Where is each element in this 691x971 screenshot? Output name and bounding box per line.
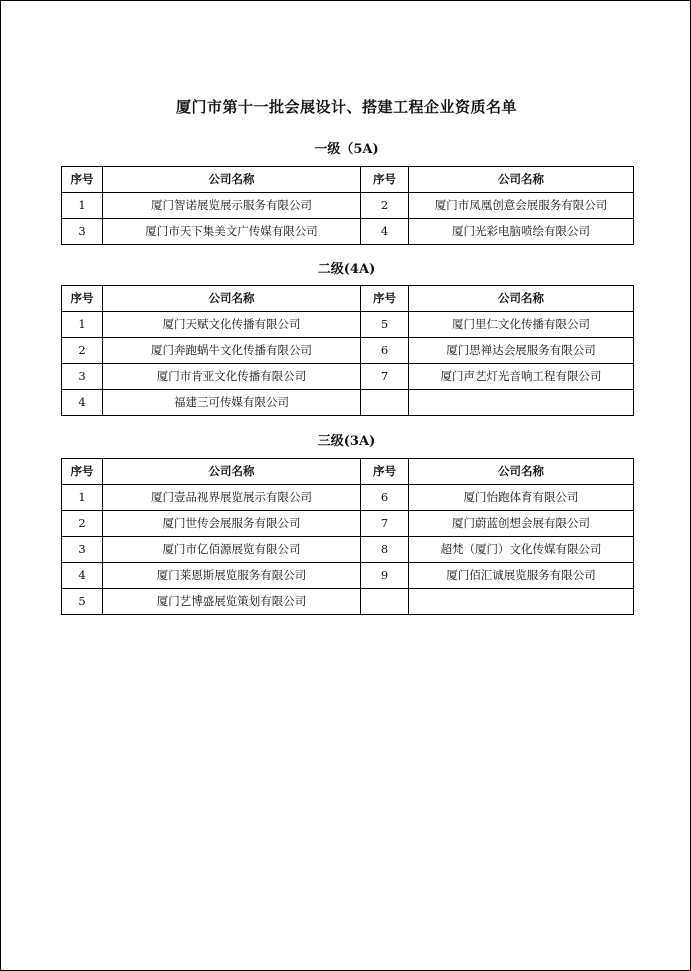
cell-company-name: 厦门艺博盛展览策划有限公司 (103, 589, 361, 615)
table-row (62, 589, 634, 615)
section-heading-level-1: 一级（5A) (314, 142, 379, 157)
cell-no (361, 589, 409, 615)
cell-no: 3 (62, 537, 103, 563)
table-row (62, 511, 634, 537)
header-company-name: 公司名称 (103, 459, 361, 485)
cell-company-name: 超梵（厦门）文化传媒有限公司 (409, 537, 634, 563)
table-row (62, 219, 634, 245)
header-no: 序号 (361, 459, 409, 485)
cell-company-name: 厦门思禅达会展服务有限公司 (409, 338, 634, 364)
table-row (62, 312, 634, 338)
cell-company-name: 厦门奔跑蜗牛文化传播有限公司 (103, 338, 361, 364)
cell-no: 7 (361, 511, 409, 537)
cell-company-name: 厦门市天下集美文广传媒有限公司 (103, 219, 361, 245)
header-company-name: 公司名称 (409, 286, 634, 312)
cell-company-name: 厦门蔚蓝创想会展有限公司 (409, 511, 634, 537)
cell-company-name (409, 390, 634, 416)
cell-company-name: 厦门世传会展服务有限公司 (103, 511, 361, 537)
table-row (62, 390, 634, 416)
cell-no: 7 (361, 364, 409, 390)
cell-no: 1 (62, 193, 103, 219)
cell-company-name: 厦门怡跑体育有限公司 (409, 485, 634, 511)
cell-no: 9 (361, 563, 409, 589)
cell-no: 3 (62, 219, 103, 245)
cell-no: 3 (62, 364, 103, 390)
level-2-table (61, 285, 634, 416)
header-no: 序号 (361, 167, 409, 193)
cell-no: 2 (361, 193, 409, 219)
cell-company-name: 厦门天赋文化传播有限公司 (103, 312, 361, 338)
header-company-name: 公司名称 (103, 167, 361, 193)
cell-company-name: 厦门光彩电脑喷绘有限公司 (409, 219, 634, 245)
cell-no: 1 (62, 485, 103, 511)
header-no: 序号 (62, 459, 103, 485)
cell-no: 2 (62, 511, 103, 537)
section-heading-level-2: 二级(4A) (317, 262, 376, 277)
cell-company-name: 厦门声艺灯光音响工程有限公司 (409, 364, 634, 390)
header-company-name: 公司名称 (409, 167, 634, 193)
table-row (62, 193, 634, 219)
cell-no: 5 (62, 589, 103, 615)
cell-no: 4 (62, 563, 103, 589)
cell-company-name: 厦门壹品视界展览展示有限公司 (103, 485, 361, 511)
cell-no (361, 390, 409, 416)
cell-company-name: 厦门市肯亚文化传播有限公司 (103, 364, 361, 390)
table-header-row (62, 286, 634, 312)
cell-company-name (409, 589, 634, 615)
table-row (62, 485, 634, 511)
cell-company-name: 福建三可传媒有限公司 (103, 390, 361, 416)
level-3-table (61, 458, 634, 615)
table-row (62, 338, 634, 364)
cell-company-name: 厦门市亿佰源展览有限公司 (103, 537, 361, 563)
cell-no: 8 (361, 537, 409, 563)
cell-company-name: 厦门里仁文化传播有限公司 (409, 312, 634, 338)
cell-company-name: 厦门莱恩斯展览服务有限公司 (103, 563, 361, 589)
cell-no: 6 (361, 485, 409, 511)
cell-no: 1 (62, 312, 103, 338)
header-company-name: 公司名称 (409, 459, 634, 485)
table-row (62, 364, 634, 390)
section-heading-level-3: 三级(3A) (317, 434, 376, 449)
header-company-name: 公司名称 (103, 286, 361, 312)
table-row (62, 537, 634, 563)
header-no: 序号 (361, 286, 409, 312)
cell-no: 2 (62, 338, 103, 364)
header-no: 序号 (62, 286, 103, 312)
cell-no: 5 (361, 312, 409, 338)
table-header-row (62, 459, 634, 485)
cell-no: 4 (62, 390, 103, 416)
table-header-row (62, 167, 634, 193)
document-title: 厦门市第十一批会展设计、搭建工程企业资质名单 (175, 98, 517, 116)
level-1-table (61, 166, 634, 245)
table-row (62, 563, 634, 589)
cell-company-name: 厦门智诺展览展示服务有限公司 (103, 193, 361, 219)
header-no: 序号 (62, 167, 103, 193)
cell-company-name: 厦门佰汇诚展览服务有限公司 (409, 563, 634, 589)
cell-no: 4 (361, 219, 409, 245)
cell-no: 6 (361, 338, 409, 364)
cell-company-name: 厦门市凤凰创意会展服务有限公司 (409, 193, 634, 219)
